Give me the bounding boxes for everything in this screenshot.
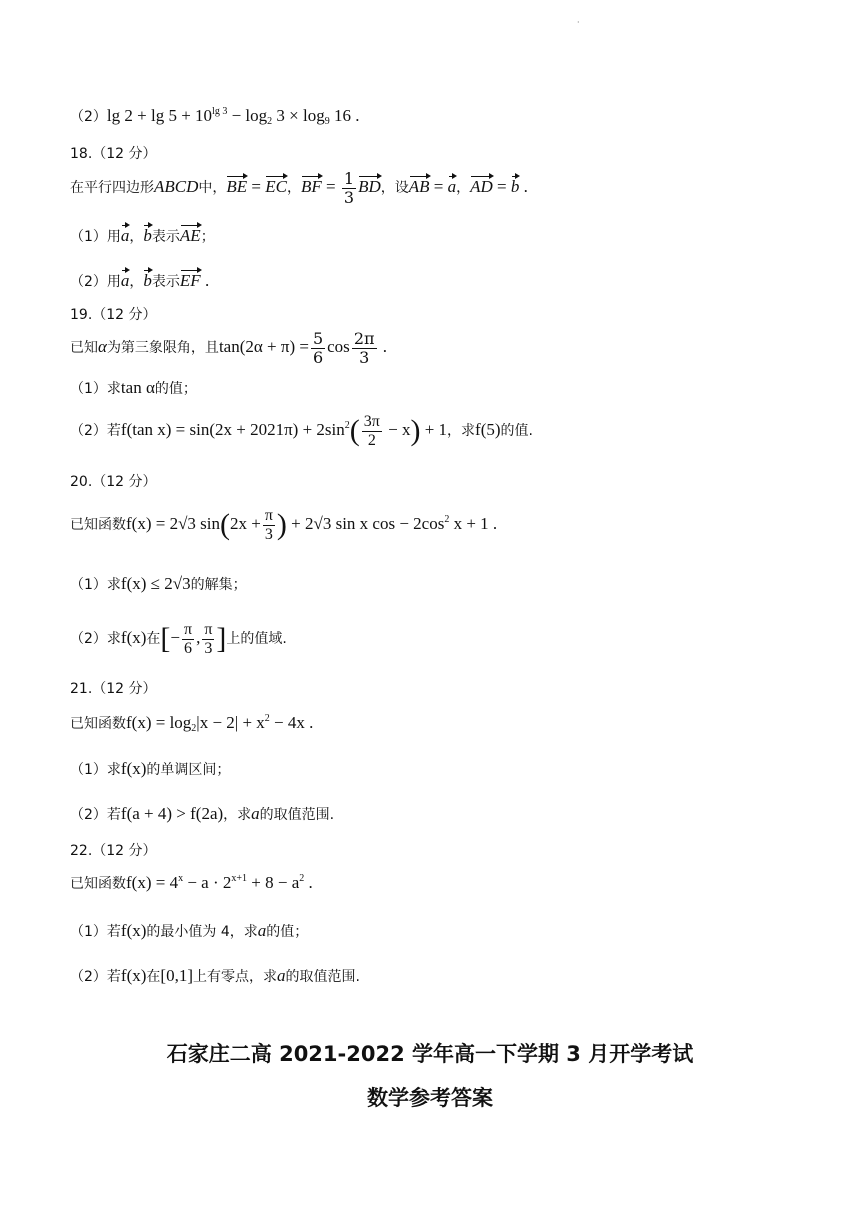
q18-part1: （1）用a，b表示AE；	[70, 226, 215, 245]
q18-part2: （2）用a，b表示EF .	[70, 271, 210, 290]
q21-stem: 已知函数$f(x) = \log_2|x - 2| + x^2 - 4x$ .	[70, 713, 314, 734]
q20-part1: （1）求f(x) ≤ 2√3的解集；	[70, 574, 247, 593]
q21-part1: （1）求f(x)的单调区间；	[70, 759, 231, 778]
q22-part2: （2）若f(x)在[0,1]上有零点，求a的取值范围.	[70, 966, 360, 985]
q22-title: 22.（12 分）	[70, 843, 157, 859]
q21-title: 21.（12 分）	[70, 681, 157, 697]
q19-part2: （2）若f(tan $x) = \sin(2x + 2021\pi) + 2\sin^2$( $\frac{3\pi}{2}$ − x) + 1，求f(5)的值.	[70, 413, 533, 449]
q17-part2: （2）lg $2 + \lg 5 + 10^{lg 3} - \log_2 3 \times \log_9 16$ .	[70, 106, 360, 127]
q20-part2: （2）求f(x)在[− $\frac{\pi}{6}$ , $\frac{\pi}{3}$ ]上的值域.	[70, 621, 287, 657]
q20-stem: 已知函数f(x) = 2√3 sin(2x + $\frac{\pi}{3}$ ) + 2√3 sin x $\cos - 2\cos^2$ x + 1 .	[70, 507, 498, 543]
q18-stem: 在平行四边形ABCD中，BE = EC，BF = $\frac{1}{3}$ BD，设AB = a，AD = b .	[70, 169, 528, 207]
answer-title: 石家庄二高 2021-2022 学年高一下学期 3 月开学考试	[166, 1042, 694, 1066]
q19-stem: 已知α为第三象限角，且tan(2α + π) = $\frac{5}{6}$ cos $\frac{2\pi}{3}$ .	[70, 329, 388, 367]
q19-title: 19.（12 分）	[70, 307, 157, 323]
answer-subtitle: 数学参考答案	[367, 1086, 493, 1110]
q19-part1: （1）求tan α的值；	[70, 378, 197, 397]
q22-stem: 已知函数$f(x) = 4^x - a \cdot 2^{x+1} + 8 - a^2$ .	[70, 873, 313, 892]
q18-fraction: $\frac{1}{3}$	[343, 169, 355, 207]
q22-part1: （1）若f(x)的最小值为 4，求a的值；	[70, 921, 309, 940]
q21-part2: （2）若f(a + 4) > f(2a)，求a的取值范围.	[70, 804, 335, 823]
header-dot: ·	[577, 18, 580, 27]
q17-expression: $\lg 2 + \lg 5 + 10^{lg 3} - \log_2 3 \times \log_9 16$ .	[106, 106, 360, 127]
q18-title: 18.（12 分）	[70, 146, 157, 162]
q20-title: 20.（12 分）	[70, 474, 157, 490]
